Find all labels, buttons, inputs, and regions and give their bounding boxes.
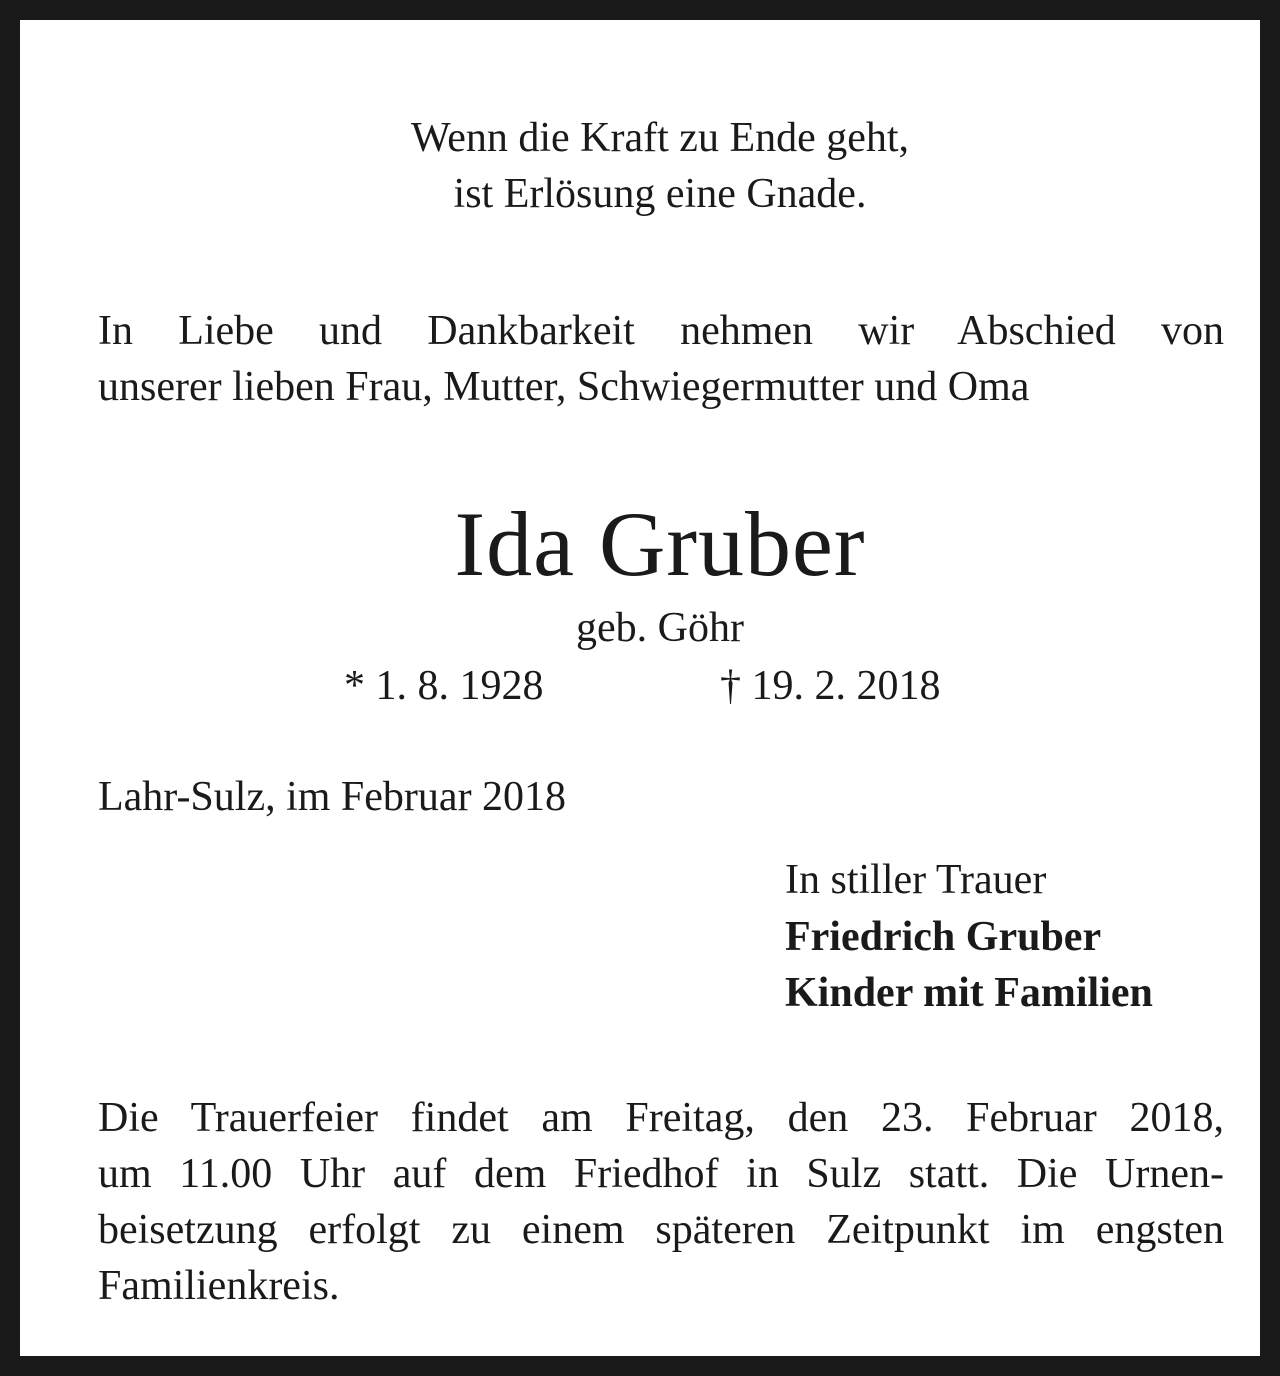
birth-name: geb. Göhr	[576, 605, 744, 651]
mourner-name-1: Friedrich Gruber	[785, 914, 1102, 960]
birth-date: * 1. 8. 1928	[344, 663, 544, 709]
motto-line-1: Wenn die Kraft zu Ende geht,	[410, 115, 910, 161]
death-date: † 19. 2. 2018	[720, 663, 941, 709]
ceremony-line-1: Die Trauerfeier findet am Freitag, den 23. Februar 2018,	[98, 1095, 1224, 1141]
intro-line-2: unserer lieben Frau, Mutter, Schwiegermutter und Oma	[98, 364, 1030, 410]
intro-text	[98, 303, 1224, 415]
place-date: Lahr-Sulz, im Februar 2018	[98, 774, 567, 820]
motto-line-2: ist Erlösung eine Gnade.	[453, 171, 867, 217]
ceremony-line-3: beisetzung erfolgt zu einem späteren Zeitpunkt im engsten	[98, 1207, 1224, 1253]
ceremony-line-4: Familienkreis.	[98, 1263, 340, 1309]
deceased-name: Ida Gruber	[454, 493, 866, 595]
ceremony-text	[98, 1090, 1224, 1314]
ceremony-line-2: um 11.00 Uhr auf dem Friedhof in Sulz statt. Die Urnen-	[98, 1151, 1224, 1197]
mourners-heading: In stiller Trauer	[785, 857, 1047, 903]
mourner-name-2: Kinder mit Familien	[785, 970, 1153, 1016]
intro-line-1: In Liebe und Dankbarkeit nehmen wir Abschied von	[98, 308, 1224, 354]
